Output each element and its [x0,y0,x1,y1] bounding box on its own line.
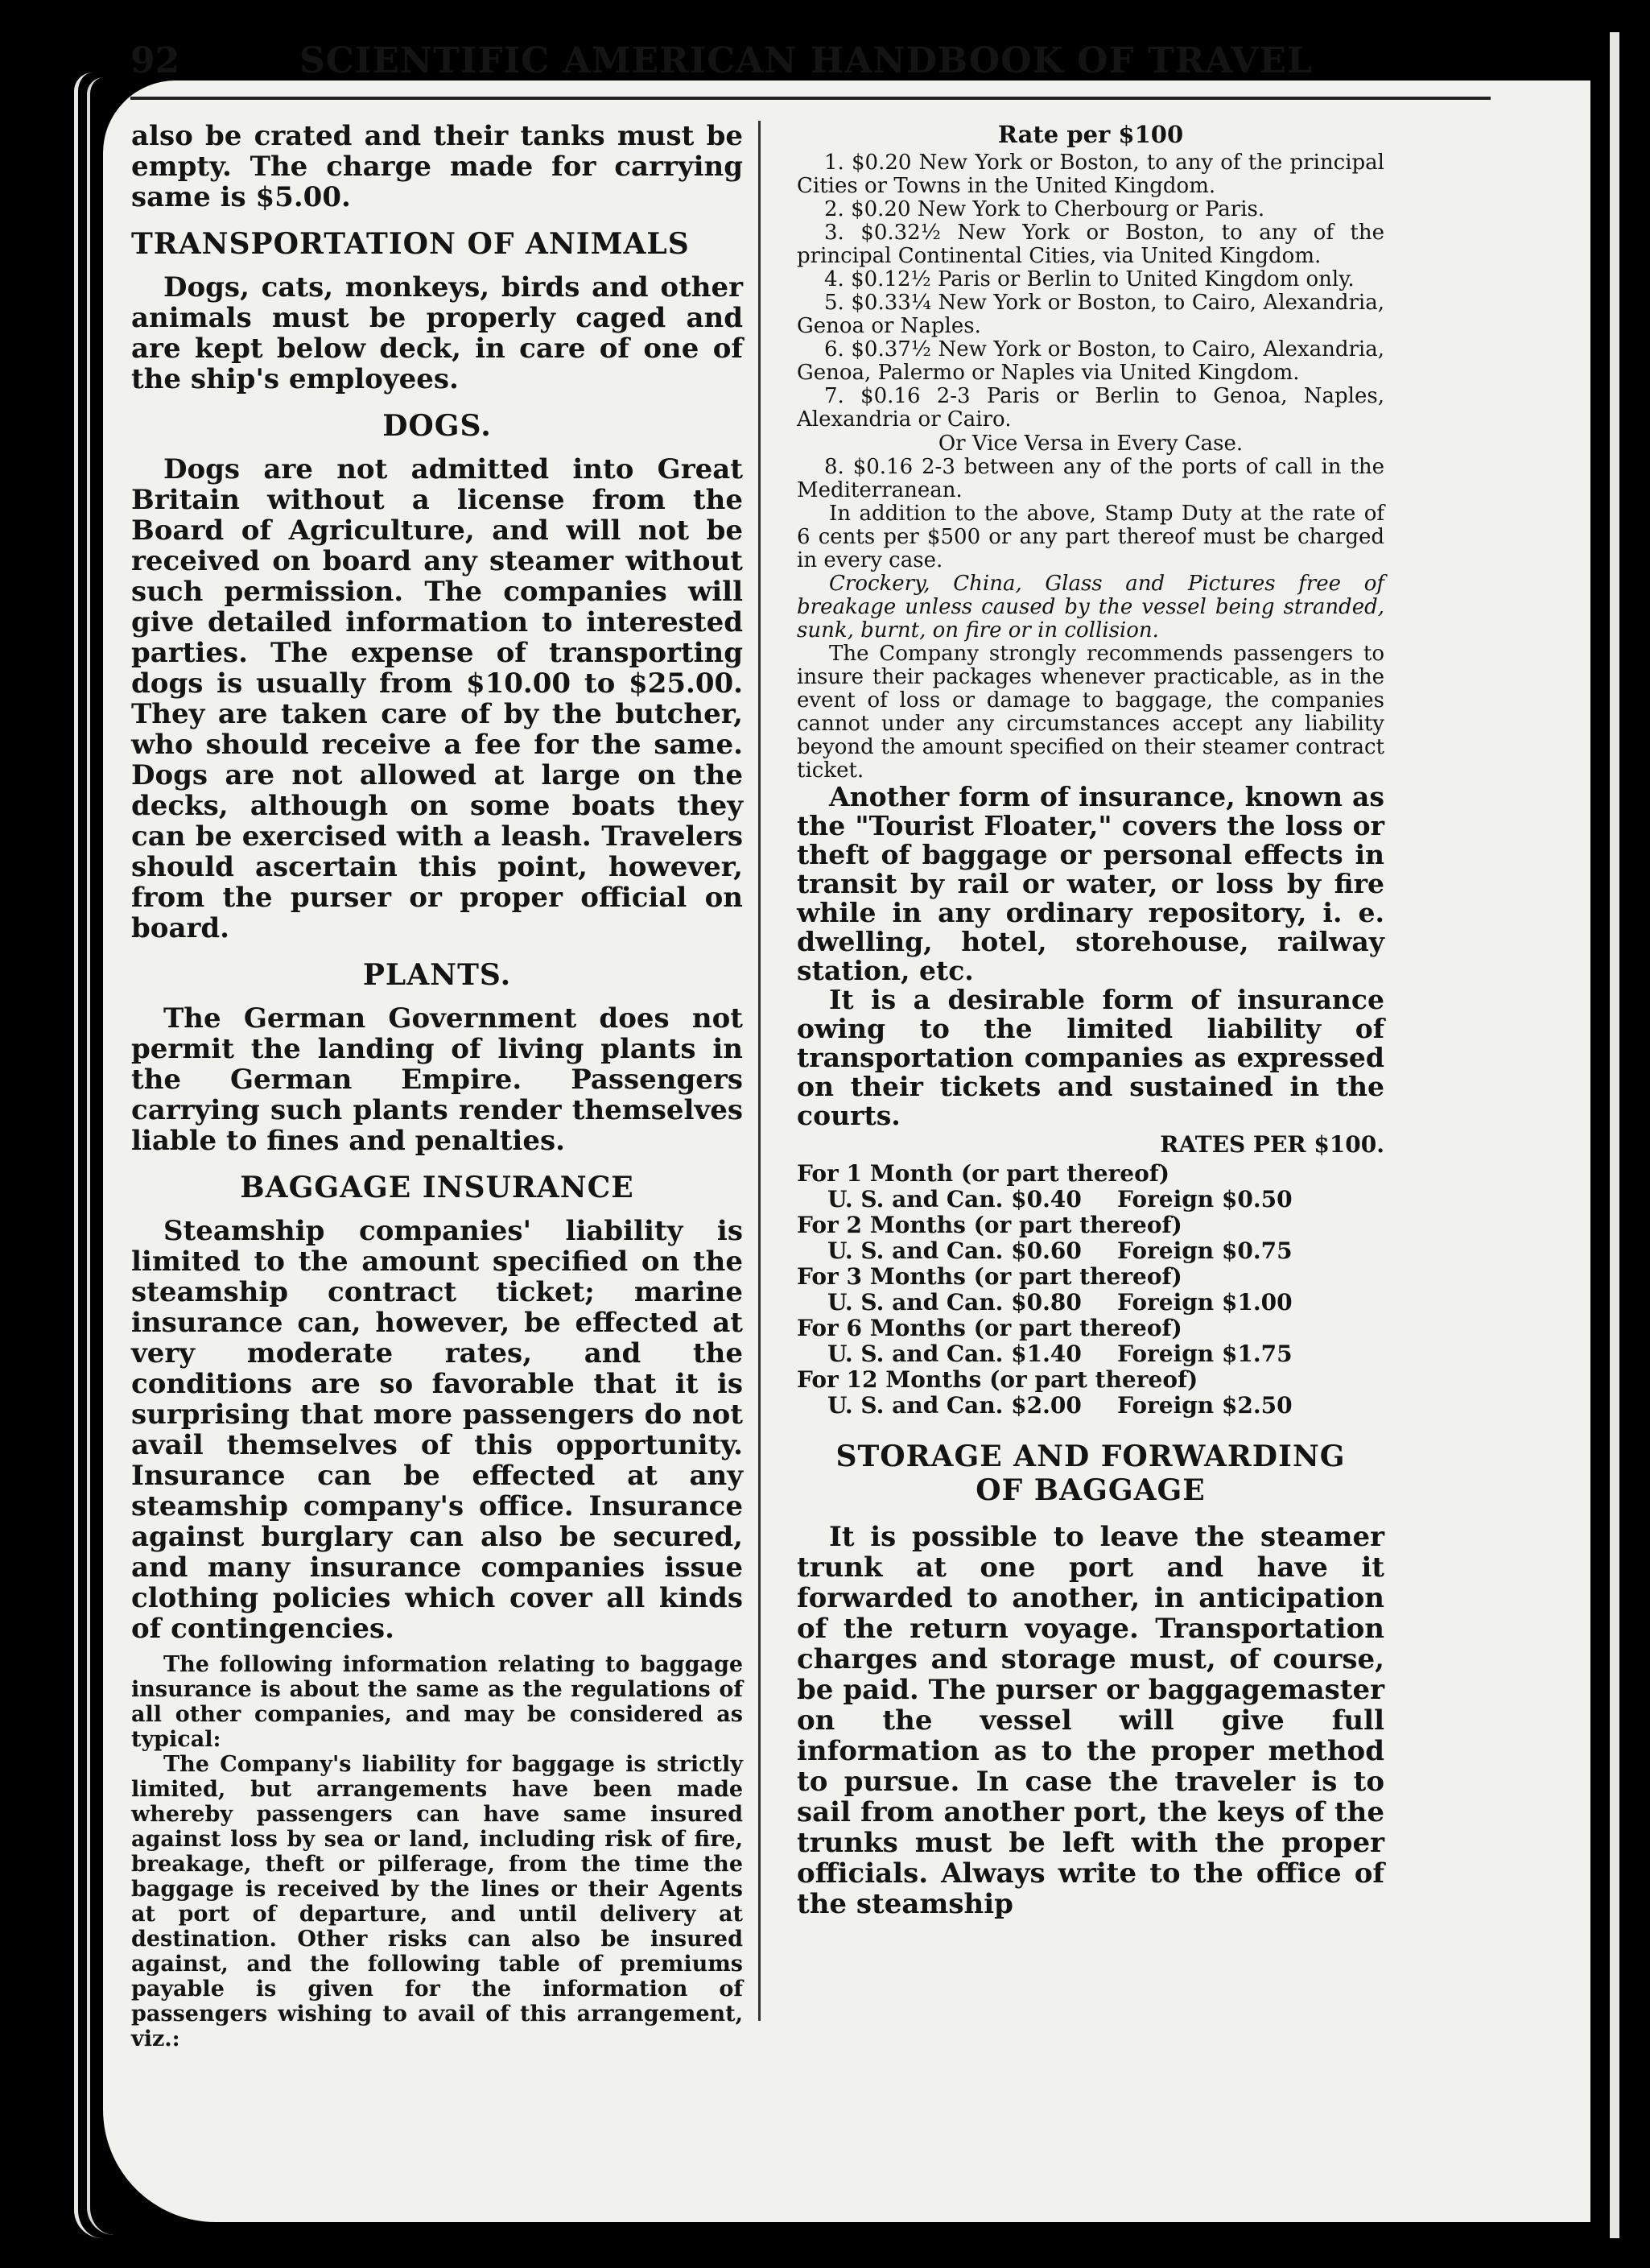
rate-period: For 6 Months (or part thereof) [797,1315,1182,1341]
facing-page-edge [1610,32,1619,2238]
column-divider [758,121,761,2021]
dogs-heading: DOGS. [382,409,492,443]
rate-row [797,1187,1384,1212]
rate-foreign: Foreign $2.50 [1117,1392,1293,1419]
company-liability-paragraph: The Company's liability for baggage is strictly limited, but arrangements have been made whereby passengers can have same insured against loss by sea or land, including risk of fire, breakage, theft or pilferage, from the time the baggage is received by the lines or their Agents at port of departure, and until delivery at destination. Other risks can also be insured against, and the following table of premiums payable is given for the information of passengers wishing to avail of this arrangement, viz.: [131,1752,743,2051]
insurance-heading: BAGGAGE INSURANCE [240,1171,634,1204]
rate-item: 7. $0.16 2-3 Paris or Berlin to Genoa, Naples, Alexandria or Cairo. [797,384,1384,432]
vice-versa-line: Or Vice Versa in Every Case. [938,432,1244,456]
intro-paragraph: also be crated and their tanks must be empty. The charge made for carrying same is $5.00. [131,120,743,213]
header-rule [130,97,1491,100]
recommend-paragraph: The Company strongly recommends passengers to insure their packages whenever practicable, as in the event of loss or damage to baggage, the companies cannot under any circumstances accept any liability beyond the amount specified on their steamer contract ticket. [797,642,1384,783]
rate-us: U. S. and Can. $0.80 [827,1289,1082,1316]
desirable-paragraph: It is a desirable form of insurance owing to the limited liability of transportation companies as expressed on their tickets and sustained in the courts. [797,984,1384,1131]
rate-heading: Rate per $100 [997,121,1184,148]
storage-heading-line-2: OF BAGGAGE [976,1473,1206,1507]
following-paragraph: The following information relating to baggage insurance is about the same as the regulations of all other companies, and may be considered as typical: [131,1652,743,1752]
rate-row [797,1238,1384,1264]
rate-row [797,1290,1384,1316]
rate-row [797,1393,1384,1419]
floater-rate-table [797,1161,1384,1419]
plants-heading: PLANTS. [362,958,512,992]
tourist-floater-paragraph: Another form of insurance, known as the "Tourist Floater," covers the loss or theft of baggage or personal effects in transit by rail or water, or loss by fire while in any ordinary repository, i. e. dwelling, hotel, storehouse, railway station, etc. [797,781,1384,986]
plants-paragraph: The German Government does not permit the landing of living plants in the German Empire. Passengers carrying such plants render themselves liable to fines and penalties. [131,1002,743,1157]
rate-period: For 1 Month (or part thereof) [797,1160,1170,1187]
rate-period: For 12 Months (or part thereof) [797,1366,1198,1393]
rate-item: 1. $0.20 New York or Boston, to any of the principal Cities or Towns in the United Kingdom. [797,151,1384,198]
left-column [131,121,743,2051]
rates-per-heading: RATES PER $100. [1160,1131,1384,1158]
page-header [130,40,1491,105]
rate-item: 5. $0.33¼ New York or Boston, to Cairo, Alexandria, Genoa or Naples. [797,291,1384,338]
rate-us: U. S. and Can. $0.60 [827,1237,1082,1264]
rate-us: U. S. and Can. $0.40 [827,1186,1082,1212]
rate-item: 4. $0.12½ Paris or Berlin to United Kingdom only. [824,267,1355,291]
rate-item: 3. $0.32½ New York or Boston, to any of the principal Continental Cities, via United Kingdom. [797,221,1384,268]
rate-us: U. S. and Can. $2.00 [827,1392,1082,1419]
rate-foreign: Foreign $1.00 [1117,1289,1293,1316]
rate-row [797,1341,1384,1367]
running-title: SCIENTIFIC AMERICAN HANDBOOK OF TRAVEL [299,40,1313,81]
storage-paragraph: It is possible to leave the steamer trunk at one port and have it forwarded to another, in anticipation of the return voyage. Transportation charges and storage must, of course, be paid. The purser or baggagemaster on the vessel will give full information as to the proper method to pursue. In case the traveler is to sail from another port, the keys of the trunks must be left with the proper officials. Always write to the office of the steamship [797,1521,1384,1920]
rate-period: For 2 Months (or part thereof) [797,1212,1182,1238]
rate-item: 8. $0.16 2-3 between any of the ports of call in the Mediterranean. [797,455,1384,502]
storage-heading: STORAGE AND FORWARDING [835,1440,1346,1473]
rate-list [797,151,1384,432]
rate-foreign: Foreign $0.50 [1117,1186,1293,1212]
stamp-duty-paragraph: In addition to the above, Stamp Duty at the rate of 6 cents per $500 or any part thereof must be charged in every case. [797,502,1384,572]
rate-item: 6. $0.37½ New York or Boston, to Cairo, Alexandria, Genoa, Palermo or Naples via United Kingdom. [797,337,1384,385]
rate-foreign: Foreign $0.75 [1117,1237,1293,1264]
rate-item: 2. $0.20 New York to Cherbourg or Paris. [824,197,1265,221]
animals-paragraph: Dogs, cats, monkeys, birds and other animals must be properly caged and are kept below deck, in care of one of the ship's employees. [131,271,743,395]
insurance-paragraph: Steamship companies' liability is limited to the amount specified on the steamship contract ticket; marine insurance can, however, be effected at very moderate rates, and the conditions are so favorable that it is surprising that more passengers do not avail themselves of this opportunity. Insurance can be effected at any steamship company's office. Insurance against burglary can also be secured, and many insurance companies issue clothing policies which cover all kinds of contingencies. [131,1215,743,1645]
rate-us: U. S. and Can. $1.40 [827,1341,1082,1367]
right-column [797,121,1384,1919]
rate-period: For 3 Months (or part thereof) [797,1263,1182,1290]
page-number: 92 [130,40,180,81]
rate-foreign: Foreign $1.75 [1117,1341,1293,1367]
dogs-paragraph: Dogs are not admitted into Great Britain without a license from the Board of Agriculture, and will not be received on board any steamer without such permission. The companies will give detailed information to interested parties. The expense of transporting dogs is usually from $10.00 to $25.00. They are taken care of by the butcher, who should receive a fee for the same. Dogs are not allowed at large on the decks, although on some boats they can be exercised with a leash. Travelers should ascertain this point, however, from the purser or proper official on board. [131,453,743,944]
animals-heading: TRANSPORTATION OF ANIMALS [131,227,690,261]
crockery-paragraph: Crockery, China, Glass and Pictures free of breakage unless caused by the vessel being stranded, sunk, burnt, on fire or in collision. [797,572,1384,642]
